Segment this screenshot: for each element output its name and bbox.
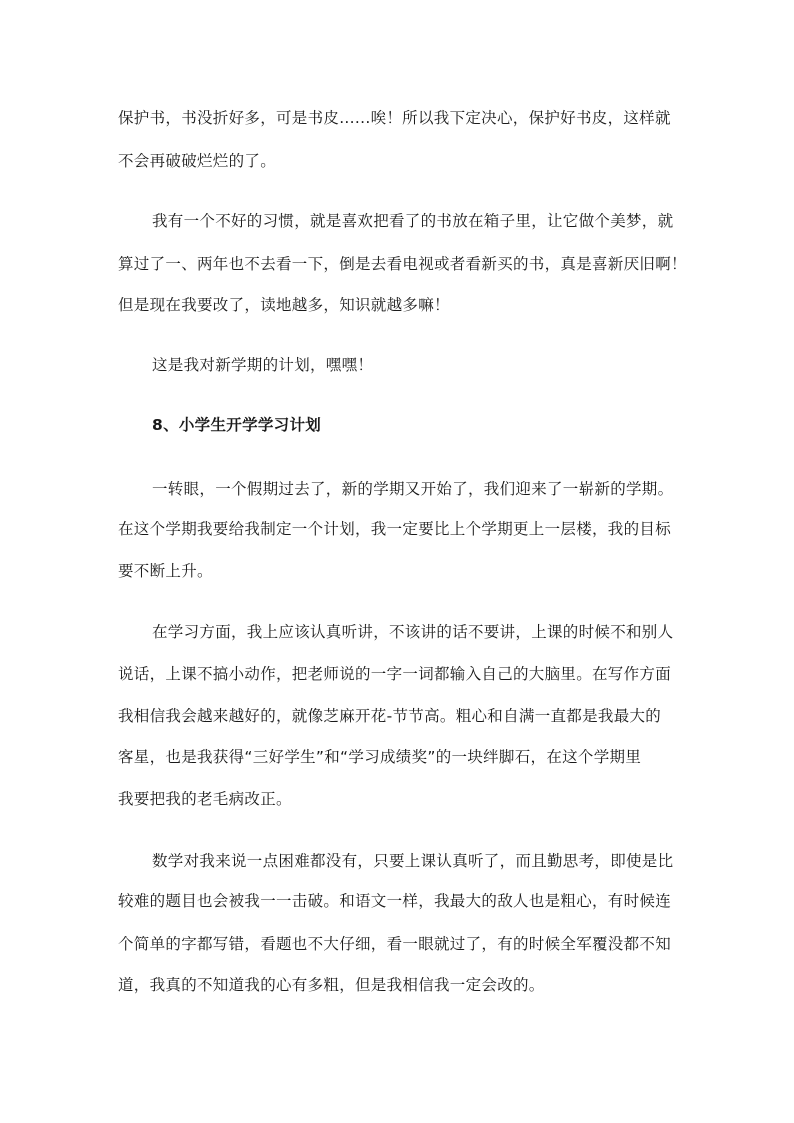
paragraph-line: 较难的题目也会被我一一击破。和语文一样，我最大的敌人也是粗心，有时候连: [118, 892, 672, 910]
paragraph-line: 不会再破破烂烂的了。: [118, 152, 277, 170]
paragraph-line: 说话，上课不搞小动作，把老师说的一字一词都输入自己的大脑里。在写作方面: [118, 665, 672, 683]
paragraph-line: 个简单的字都写错，看题也不大仔细，看一眼就过了，有的时候全军覆没都不知: [118, 935, 672, 953]
paragraph-line: 我要把我的老毛病改正。: [118, 790, 292, 808]
paragraph-line: 这是我对新学期的计划，嘿嘿！: [152, 356, 374, 374]
paragraph-line: 保护书，书没折好多，可是书皮......唉！所以我下定决心，保护好书皮，这样就: [118, 109, 671, 127]
paragraph-line: 在学习方面，我上应该认真听讲，不该讲的话不要讲，上课的时候不和别人: [152, 623, 674, 641]
paragraph-line: 客星，也是我获得“三好学生”和“学习成绩奖”的一块绊脚石，在这个学期里: [118, 748, 642, 766]
paragraph-line: 一转眼，一个假期过去了，新的学期又开始了，我们迎来了一崭新的学期。: [152, 480, 674, 498]
paragraph-line: 在这个学期我要给我制定一个计划，我一定要比上个学期更上一层楼，我的目标: [118, 520, 672, 538]
section-heading: 8、小学生开学学习计划: [152, 416, 322, 434]
paragraph-line: 要不断上升。: [118, 562, 213, 580]
paragraph-line: 算过了一、两年也不去看一下，倒是去看电视或者看新买的书，真是喜新厌旧啊！: [118, 255, 687, 273]
paragraph-line: 我有一个不好的习惯，就是喜欢把看了的书放在箱子里，让它做个美梦，就: [152, 212, 674, 230]
paragraph-line: 但是现在我要改了，读地越多，知识就越多嘛！: [118, 296, 450, 314]
paragraph-line: 数学对我来说一点困难都没有，只要上课认真听了，而且勤思考，即使是比: [152, 852, 674, 870]
paragraph-line: 我相信我会越来越好的，就像芝麻开花-节节高。粗心和自满一直都是我最大的: [118, 707, 662, 725]
paragraph-line: 道，我真的不知道我的心有多粗，但是我相信我一定会改的。: [118, 976, 545, 994]
